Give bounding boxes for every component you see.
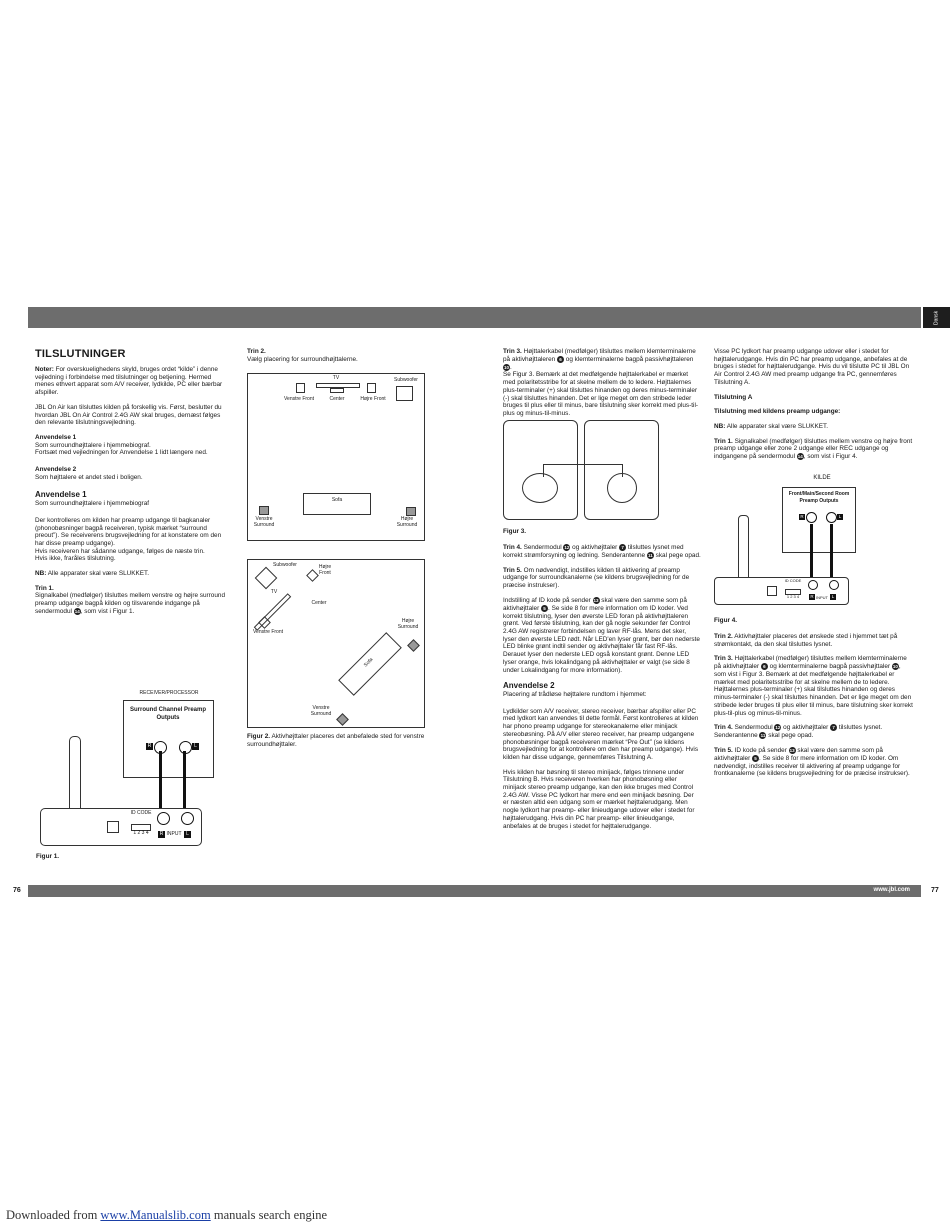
step1-text-b: , som vist i Figur 4.	[803, 453, 858, 461]
step2-label: Trin 2.	[247, 348, 266, 355]
input-r-badge: R	[159, 831, 164, 837]
download-suffix: manuals search engine	[210, 1208, 327, 1222]
step3-text-b: og klemterminalerne bagpå passivhøjttaler	[767, 663, 892, 671]
figure-2-caption	[247, 733, 427, 748]
figure-2a	[247, 373, 425, 541]
callout-number: 10	[892, 664, 898, 670]
step5-text: Om nødvendigt, indstilles kilden til aktivering af preamp udgange for surroundkanalerne (se kildens brugsvejledning for de præcise instrukser).	[503, 566, 690, 590]
nb-label: NB:	[35, 570, 47, 578]
app1-line2: Fortsæt med vejledningen for Anvendelse 1 lidt længere ned.	[35, 449, 208, 457]
power-jack-icon	[767, 586, 777, 596]
id-text-a: Indstilling af ID kode på sender	[503, 597, 593, 605]
hojre-front-label: Højre Front	[360, 396, 386, 402]
input-l-jack-icon	[829, 580, 839, 590]
pc-paragraph: Visse PC lydkort har preamp udgange udover eller i stedet for højttalerudgange. Hvis din PC har preamp udgange, anbefales at de bruges i stedet for højttalerudgange. Hvis du vil tilslutte PC til JBL On Air Control 2.4G AW med preamp udgange fra PC, gennemføres Tilslutning A.	[714, 348, 910, 386]
terminal-cluster-icon	[522, 473, 558, 503]
step3-paragraph: Se Figur 3. Bemærk at det medfølgende højttalerkabel er mærket med polaritetsstribe for at skelne mellem de to ledere. Højttalernes plus-terminaler (+) skal tilsluttes hinanden og deres minus-terminaler (-) skal tilsluttes hinanden. Det er lige meget om den stribede leder bruges til plus eller til minus, bare tilslutning sker korrekt med plus-til-plus og minus-til-minus.	[503, 371, 698, 417]
right-surround-speaker-icon	[406, 507, 416, 516]
step4-text-d: skal pege opad.	[766, 732, 814, 740]
input-l-badge: L	[831, 594, 835, 599]
tv-label: TV	[332, 375, 340, 381]
venstre-surround-label: Venstre Surround	[253, 516, 275, 528]
step1-tail: , som vist i Figur 1.	[80, 608, 135, 616]
cable-l	[830, 524, 833, 582]
tv-label: TV	[270, 589, 278, 595]
step4-text-a: Sendermodul	[521, 544, 564, 552]
l-badge: L	[838, 514, 842, 519]
step4-label: Trin 4.	[503, 544, 522, 552]
callout-number: 13	[593, 597, 599, 603]
venstre-front-label: Venstre Front	[252, 629, 283, 635]
speaker-cable	[543, 464, 623, 477]
input-r-jack-icon	[808, 580, 818, 590]
input-l-badge: L	[184, 831, 191, 838]
callout-number: 12	[775, 725, 781, 731]
tilslutning-a-label: Tilslutning A	[714, 393, 753, 401]
preamp-output-title: Front/Main/Second Room Preamp Outputs	[788, 491, 850, 504]
callout-number: 5	[752, 755, 759, 762]
callout-number: 6	[761, 663, 768, 670]
callout-number: 14	[74, 608, 80, 614]
step3-text-b: og klemterminalerne bagpå passivhøjttaleren	[564, 355, 694, 363]
id-code-label: ID CODE	[784, 578, 802, 583]
step2-text: Aktivhøjttaler placeres det ønskede sted i hjemmet tæt på strømkontakt, da den skal tilsluttes lysnet.	[714, 633, 898, 648]
id-numbers: 1 2 3 4	[786, 594, 800, 599]
callout-number: 12	[564, 545, 570, 550]
figure-4	[714, 474, 914, 624]
app1-heading: Anvendelse 1	[35, 490, 87, 500]
hojre-front-label: Højre Front	[318, 564, 332, 576]
step1-text-a: Signalkabel (medfølger) tilsluttes mellem venstre og højre front preamp udgange eller zone 2 udgange eller REC udgange og indgangene på sendermodul	[714, 437, 913, 461]
figure-3	[503, 420, 663, 522]
hojre-surround-label: Højre Surround	[396, 516, 418, 528]
l-badge: L	[192, 743, 199, 750]
tv-icon	[254, 593, 291, 630]
input-label: INPUT	[816, 595, 828, 600]
left-surround-speaker-icon	[336, 713, 349, 726]
step3-label: Trin 3.	[714, 655, 733, 663]
note-label: Noter:	[35, 366, 54, 373]
preamp-output-box	[782, 487, 856, 553]
figure-1	[36, 688, 246, 858]
left-surround-speaker-icon	[259, 506, 269, 515]
step4-text-d: skal pege opad.	[653, 552, 701, 560]
hojre-surround-label: Højre Surround	[397, 618, 419, 630]
page-number-left: 76	[13, 887, 21, 894]
figure-1-caption: Figur 1.	[36, 853, 60, 860]
section-title: TILSLUTNINGER	[35, 348, 126, 360]
step4-text-a: Sendermodul	[732, 724, 775, 732]
language-tab: Dansk	[923, 307, 950, 328]
id-numbers: 1 2 3 4	[133, 830, 149, 836]
column-4-lower	[714, 633, 914, 785]
subwoofer-icon	[396, 386, 413, 401]
antenna-icon	[69, 736, 81, 816]
figure-2b	[247, 559, 425, 728]
r-badge: R	[147, 743, 152, 749]
callout-number: 7	[619, 544, 626, 551]
website-label: www.jbl.com	[873, 887, 910, 893]
step3-text-c: , som vist i Figur 3. Bemærk at det medfølgende højttalerkabel er mærket med polaritetsstribe for at skelne mellem de to ledere. Højttalernes plus-terminaler (+) skal tilsluttes hinanden og deres minus-terminaler (-) skal tilsluttes hinanden. Det er lige meget om den stribede leder bruges til plus eller til minus, bare tilslutning sker korrekt plus-til-plus og minus-til-minus.	[714, 663, 913, 717]
tilslutning-a-sub: Tilslutning med kildens preamp udgange:	[714, 408, 841, 416]
left-front-speaker-icon	[296, 383, 305, 393]
callout-number: 11	[760, 733, 766, 739]
step1-label: Trin 1.	[714, 437, 733, 445]
step5-text-c: . Se side 8 for mere information om ID koder. Om nødvendigt, indstilles receiver til aktivering af preamp udgange for frontkanalerne (se kildens brugsvejledning for de præcise instrukser).	[714, 755, 910, 778]
preamp-paragraph-b: Hvis receiveren har sådanne udgange, følges de næste trin.	[35, 547, 205, 555]
step5-label: Trin 5.	[503, 566, 522, 574]
app2-line1: Som højttalere et andet sted i boligen.	[35, 473, 143, 481]
step4-text-b: og aktivhøjttaler	[570, 544, 620, 552]
callout-number: 7	[830, 724, 837, 731]
step1-text: Signalkabel (medfølger) tilsluttes mellem venstre og højre surround preamp udgange bagpå kilden og tilsvarende indgange på sendermodul	[35, 592, 226, 616]
column-3-lower	[503, 544, 701, 837]
column-3	[503, 348, 701, 425]
input-r-jack-icon	[157, 812, 170, 825]
app2-paragraph-1: Lydkilder som A/V receiver, stereo receiver, bærbar afspiller eller PC med lydkort kan anvendes til dette formål. Først kontrolleres at kilden har phono preamp udgange for stereokanalerne eller minijack stereobøsning. På A/V eller stereo receiver, har preamp udgangene phonobøsninger bagpå receiveren mærket “Pre Out” (se kildens brugsvejledning for at kontrollere om den har preamp udgange). Hvis kilden har disse udgange, gennemføres Tilslutning A.	[503, 707, 699, 761]
sofa-label: Sofa	[331, 497, 343, 503]
preamp-output-box	[123, 700, 214, 778]
venstre-front-label: Venstre Front	[283, 396, 314, 402]
step3-text-c: .	[510, 363, 512, 371]
power-jack-icon	[107, 821, 119, 833]
figure-4-caption: Figur 4.	[714, 617, 738, 624]
callout-number: 14	[797, 454, 803, 460]
terminal-cluster-icon	[607, 473, 637, 503]
input-l-jack-icon	[181, 812, 194, 825]
input-label: INPUT	[166, 831, 182, 837]
preamp-output-title: Surround Channel Preamp Outputs	[129, 707, 206, 721]
venstre-surround-label: Venstre Surround	[310, 705, 332, 717]
page-number-right: 77	[931, 887, 939, 894]
callout-number: 6	[557, 356, 564, 363]
preamp-paragraph: Der kontrolleres om kilden har preamp udgange til bagkanaler (phonobøsninger bagpå receiveren, typisk mærket “surround preout”). Se receiverens brugsvejledning for at konstatere om den har disse preamp udgange).	[35, 516, 222, 547]
step4-text-c: tilsluttes lysnet med korrekt strømforsyning og ledning. Senderantenne	[503, 544, 684, 560]
subwoofer-label: Subwoofer	[273, 562, 297, 568]
antenna-icon	[738, 515, 749, 583]
step4-label: Trin 4.	[714, 724, 733, 732]
note-text: For overskuelighedens skyld, bruges ordet “kilde” i denne vejledning i forbindelse med tilslutninger og betjening. Hermed menes ethvert apparat som A/V receiver, lydkilde, PC eller bærbar afspiller.	[35, 366, 223, 397]
l-jack-icon	[826, 512, 837, 523]
step3-label: Trin 3.	[503, 348, 522, 355]
transmitter-body	[40, 808, 202, 846]
app2-heading: Anvendelse 2	[503, 681, 555, 691]
subwoofer-label: Subwoofer	[394, 377, 418, 383]
id-text-c: . Se side 8 for mere information om ID koder. Ved korrekt tilslutning, lyser den øverste LED foran på aktivhøjttaleren grønt. Ved første tilslutning, kan der gå nogle sekunder før Control 2.4G AW registrerer forbindelsen og laver RF-lås. Mens det sker, lyser den øverste LED rødt. Når LED'en lyser grønt, bør den nederste LED blinke grønt indtil sender og aktivhøjttaler får fast RF-lås. Derauet lyser den nederste LED også konstant grønt. Denne LED lyser orange, hvis lokalindgang på aktivhøjttaler er valgt (se side 8 under Lokalindgang for more information).	[503, 604, 700, 674]
right-front-speaker-icon	[367, 383, 376, 393]
input-r-badge: R	[810, 594, 814, 599]
app1-sub: Som surroundhøjttalere i hjemmebiograf	[35, 500, 150, 508]
column-4	[714, 348, 914, 468]
sofa-label: Sofa	[362, 656, 375, 669]
callout-number: 13	[789, 748, 795, 753]
transmitter-body	[714, 577, 849, 605]
sofa-icon	[303, 493, 371, 515]
footer-band	[28, 885, 921, 897]
download-footer	[6, 1208, 327, 1223]
app2-sub: Placering af trådløse højttalere rundtom i hjemmet:	[503, 691, 647, 698]
intro-paragraph: JBL On Air kan tilsluttes kilden på forskellig vis. Først, beslutter du hvordan JBL On Air Control 2.4G AW skal bruges, dernæst følges den relevante tilslutningsvejledning.	[35, 403, 222, 427]
step2-label: Trin 2.	[714, 633, 733, 640]
center-speaker-icon	[330, 388, 344, 393]
step5-label: Trin 5.	[714, 747, 733, 755]
column-1	[35, 348, 232, 623]
r-badge: R	[800, 514, 804, 519]
step3-text-a: Højttalerkabel (medfølger) tilsluttes mellem klemterminalerne på aktivhøjttaleren	[503, 348, 696, 363]
nb-text: Alle apparater skal være SLUKKET.	[725, 422, 829, 430]
preamp-paragraph-c: Hvis ikke, fraråles tilslutning.	[35, 555, 116, 563]
download-prefix: Downloaded from	[6, 1208, 101, 1222]
center-label: Center	[329, 396, 345, 402]
app1-label: Anvendelse 1	[35, 433, 77, 441]
center-label: Center	[311, 600, 327, 606]
header-band	[28, 307, 921, 328]
step3-text-a: Højttalerkabel (medfølger) tilsluttes mellem klemterminalerne på aktivhøjttaler	[714, 655, 907, 671]
cable-r	[810, 524, 813, 582]
app2-label: Anvendelse 2	[35, 466, 77, 474]
receiver-label: RECEIVER/PROCESSOR	[139, 690, 199, 696]
kilde-label: KILDE	[813, 475, 831, 481]
figure-3-caption: Figur 3.	[503, 528, 527, 535]
subwoofer-icon	[255, 567, 278, 590]
step5-text-a: ID kode på sender	[732, 747, 789, 755]
step1-label: Trin 1.	[35, 584, 54, 592]
r-jack-icon	[806, 512, 817, 523]
step4-text-c: tilsluttes lysnet. Senderantenne	[714, 724, 883, 740]
id-code-label: ID CODE	[130, 810, 152, 816]
callout-number: 11	[647, 552, 653, 558]
app2-paragraph-2: Hvis kilden har bøsning til stereo minijack, følges trinnene under Tilslutning B. Hvis receiveren hverken har phonobøsning eller minijack stereo preamp udgange, kan den ikke bruges med Control 2.4G AW. Visse PC lydkort har mere end een minijack bøsning. Der er næsten altid een udgang som er mærket højttalerudgang. Men nogle lydkort har preamp- eller linieudgange udover eller i stedet for højttalerudgang. Hvis din PC har preamp- eller linieudgange, anbefales at de bruges i stedet for højttalerudgange.	[503, 768, 695, 830]
figure-2-caption-label: Figur 2.	[247, 733, 271, 740]
callout-number: 5	[541, 605, 548, 612]
nb-text: Alle apparater skal være SLUKKET.	[46, 570, 150, 578]
step2-text: Vælg placering for surroundhøjttalerne.	[247, 355, 358, 363]
cable-r	[159, 751, 162, 813]
manualslib-link[interactable]: www.Manualslib.com	[100, 1208, 211, 1222]
column-2	[247, 348, 427, 363]
figure-2-caption-text: Aktivhøjttaler placeres det anbefalede sted for venstre surroundhøjttaler.	[247, 733, 425, 748]
id-text-b: skal være den samme som på aktivhøjttaler	[503, 597, 687, 612]
right-surround-speaker-icon	[407, 639, 420, 652]
nb-label: NB:	[714, 422, 726, 430]
step4-text-b: og aktivhøjttaler	[781, 724, 831, 732]
cable-l	[183, 751, 186, 813]
callout-number: 10	[503, 364, 509, 370]
step5-text-b: skal være den samme som på aktivhøjttaler	[714, 747, 883, 763]
sofa-icon	[338, 632, 402, 696]
app1-line1: Som surroundhøjttalere i hjemmebiograf.	[35, 441, 151, 449]
